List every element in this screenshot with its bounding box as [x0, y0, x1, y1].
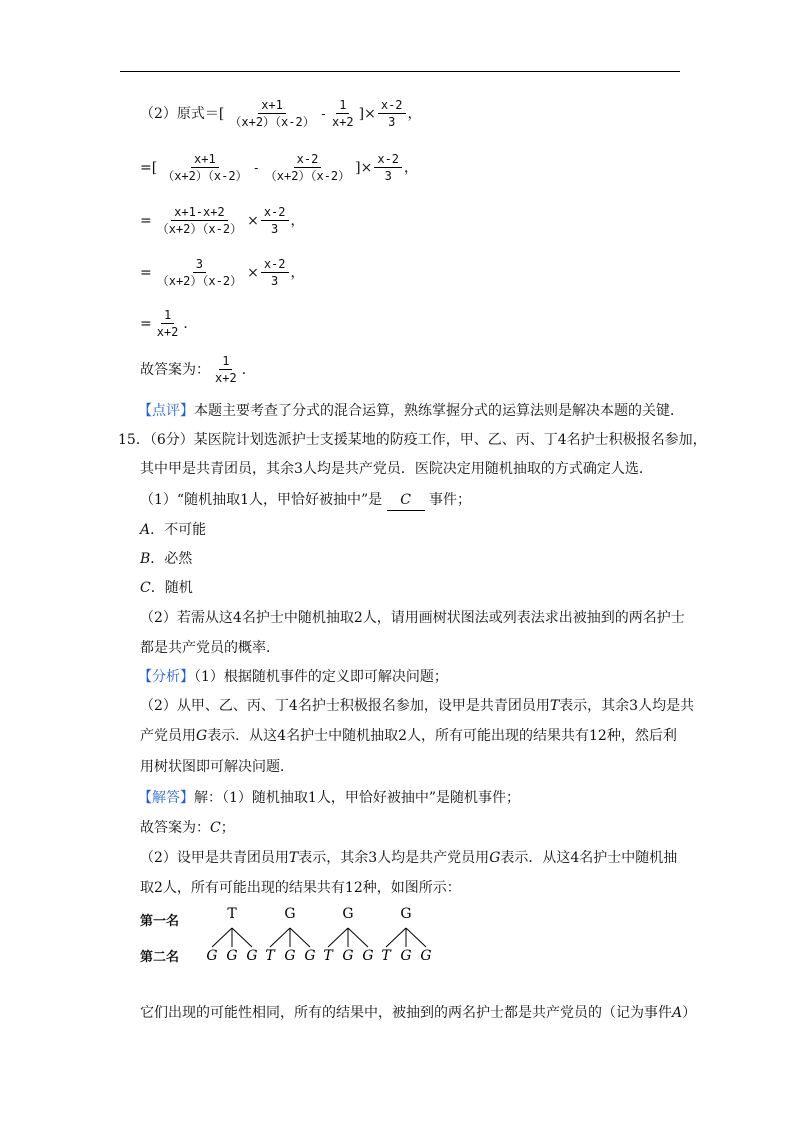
tree-node-second: G — [304, 948, 316, 964]
tree-branch — [406, 928, 426, 947]
tree-branch — [270, 928, 290, 947]
tree-branch — [232, 928, 252, 947]
tree-node-second: G — [362, 948, 374, 964]
fraction: $\frac{x+1}{(x+2)(x-2)}$ — [229, 98, 315, 129]
tree-node-first: T — [227, 906, 237, 922]
sol-line-3: = $\frac{x+1-x+2}{(x+2)(x-2)}$ × $\frac{x-2}{3}$ ， — [140, 205, 305, 236]
sol-answer: 故答案为： $\frac{1}{x+2}$ ． — [140, 354, 256, 385]
tree-node-second: G — [342, 948, 354, 964]
analysis-tag: 【分析】 — [138, 669, 194, 685]
analysis-line-4: 用树状图即可解决问题． — [140, 759, 294, 775]
fraction: $\frac{x-2}{3}$ — [261, 257, 289, 288]
closing-line: 它们出现的可能性相同，所有的结果中，被抽到的两名护士都是共产党员的（记为事件A） — [140, 1005, 697, 1021]
answer-tag: 【解答】 — [138, 790, 194, 806]
answer-line-1: 【解答】解：（1）随机抽取1人，甲恰好被抽中”是随机事件； — [138, 790, 520, 806]
tree-node-second: G — [400, 948, 412, 964]
fraction: $\frac{x-2}{3}$ — [374, 152, 402, 183]
answer-line-3: （2）设甲是共青团员用T表示，其余3人均是共产党员用G表示．从这4名护士中随机抽 — [140, 850, 678, 866]
option-a: A．不可能 — [140, 522, 207, 538]
tree-node-first: G — [284, 906, 296, 922]
fraction: $\frac{x-2}{3}$ — [378, 98, 406, 129]
tree-node-second: T — [381, 948, 391, 964]
sol-line-2: =[ $\frac{x+1}{(x+2)(x-2)}$ - $\frac{x-2}{(x+2)(x-2)}$ ]× $\frac{x-2}{3}$ ， — [140, 152, 419, 183]
tree-node-second: G — [206, 948, 218, 964]
sol-line-5: = $\frac{1}{x+2}$ ． — [140, 308, 198, 339]
question-15-part2-line1: （2）若需从这4名护士中随机抽取2人，请用画树状图法或列表法求出被抽到的两名护士 — [140, 610, 685, 626]
tree-node-second: T — [323, 948, 333, 964]
answer-line-2: 故答案为：C； — [140, 820, 235, 836]
fraction: $\frac{x+1}{(x+2)(x-2)}$ — [162, 152, 248, 183]
fraction: $\frac{x-2}{3}$ — [261, 205, 289, 236]
tree-second-label: 第二名 — [140, 950, 180, 965]
comment-line: 【点评】本题主要考查了分式的混合运算，熟练掌握分式的运算法则是解决本题的关键． — [138, 403, 684, 419]
tree-node-second: G — [420, 948, 432, 964]
tree-node-second: G — [246, 948, 258, 964]
question-15-head: 15．（6分）某医院计划选派护士支援某地的防疫工作，甲、乙、丙、丁4名护士积极报名参加， — [118, 432, 707, 448]
option-b: B．必然 — [140, 551, 193, 567]
comment-tag: 【点评】 — [138, 403, 194, 419]
analysis-line-3: 产党员用G表示．从这4名护士中随机抽取2人，所有可能出现的结果共有12种，然后利 — [140, 728, 677, 744]
tree-node-first: G — [400, 906, 412, 922]
analysis-line-2: （2）从甲、乙、丙、丁4名护士积极报名参加，设甲是共青团员用T表示，其余3人均是共 — [140, 698, 695, 714]
header-rule — [120, 71, 680, 72]
fraction: $\frac{3}{(x+2)(x-2)}$ — [156, 257, 243, 288]
sol-line-1: （2）原式＝[ $\frac{x+1}{(x+2)(x-2)}$ - $\frac{1}{x+2}$ ]× $\frac{x-2}{3}$ ， — [140, 98, 422, 129]
tree-branch — [328, 928, 348, 947]
fraction: $\frac{1}{x+2}$ — [156, 308, 179, 339]
tree-node-second: G — [284, 948, 296, 964]
tree-branch — [290, 928, 310, 947]
sol-line-4: = $\frac{3}{(x+2)(x-2)}$ × $\frac{x-2}{3}$ ， — [140, 257, 305, 288]
question-15-part1: （1）“随机抽取1人，甲恰好被抽中”是 C 事件； — [140, 490, 471, 511]
fraction: $\frac{1}{x+2}$ — [215, 354, 237, 385]
tree-diagram — [195, 905, 435, 971]
tree-branch — [212, 928, 232, 947]
tree-node-first: G — [342, 906, 354, 922]
answer-line-4: 取2人，所有可能出现的结果共有12种，如图所示： — [140, 880, 461, 896]
answer-blank: C — [387, 490, 425, 511]
tree-branch — [348, 928, 368, 947]
tree-first-label: 第一名 — [140, 914, 180, 929]
sol-prefix: （2）原式＝[ — [140, 105, 225, 122]
fraction: $\frac{x+1-x+2}{(x+2)(x-2)}$ — [156, 205, 243, 236]
analysis-line-1: 【分析】（1）根据随机事件的定义即可解决问题； — [138, 669, 448, 685]
fraction: $\frac{x-2}{(x+2)(x-2)}$ — [264, 152, 351, 183]
option-c: C．随机 — [140, 580, 193, 596]
fraction: $\frac{1}{x+2}$ — [331, 98, 354, 129]
tree-node-second: G — [226, 948, 238, 964]
question-15-part2-line2: 都是共产党员的概率． — [140, 640, 280, 656]
question-15-line2: 其中甲是共青团员，其余3人均是共产党员．医院决定用随机抽取的方式确定人选． — [140, 461, 653, 477]
tree-branch — [386, 928, 406, 947]
tree-node-second: T — [265, 948, 275, 964]
